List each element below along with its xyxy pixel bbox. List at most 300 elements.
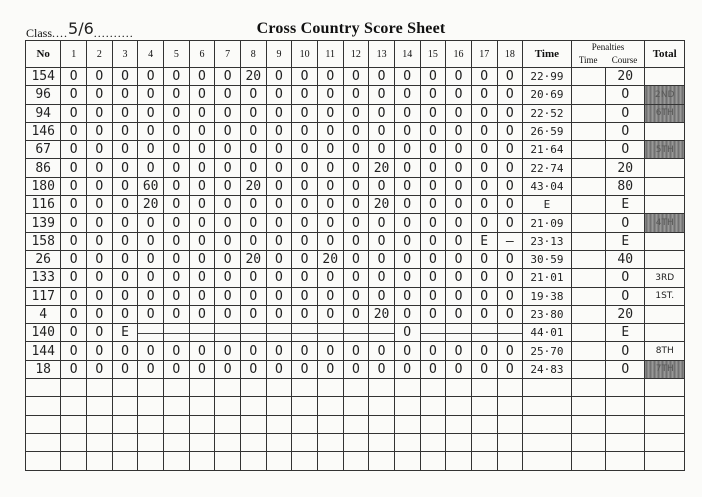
station-mark: O [189, 250, 215, 268]
station-mark: O [471, 177, 497, 195]
station-mark: O [497, 196, 523, 214]
station-mark: O [343, 250, 369, 268]
station-mark: O [112, 68, 138, 86]
station-mark: O [138, 269, 164, 287]
empty-cell [26, 379, 61, 397]
empty-cell [645, 379, 685, 397]
station-mark: O [266, 196, 292, 214]
station-mark: O [266, 232, 292, 250]
empty-cell [61, 433, 87, 451]
pen-course-label: Course [611, 55, 638, 65]
empty-cell [471, 379, 497, 397]
station-mark: O [343, 232, 369, 250]
col-station-header: 16 [446, 41, 472, 68]
empty-cell [571, 433, 605, 451]
empty-cell [446, 452, 472, 470]
penalty-time [571, 159, 605, 177]
empty-cell [394, 433, 420, 451]
col-station-header: 18 [497, 41, 523, 68]
empty-cell [26, 397, 61, 415]
empty-cell [369, 379, 395, 397]
col-station-header: 12 [343, 41, 369, 68]
empty-row [26, 415, 685, 433]
empty-cell [317, 415, 343, 433]
station-mark: O [240, 214, 266, 232]
station-mark: O [61, 287, 87, 305]
empty-cell [87, 379, 113, 397]
time-value: 23·13 [523, 232, 572, 250]
competitor-number: 18 [26, 360, 61, 378]
col-total-header: Total [645, 41, 685, 68]
station-mark: O [394, 269, 420, 287]
col-station-header: 1 [61, 41, 87, 68]
station-mark: O [317, 269, 343, 287]
penalty-time [571, 122, 605, 140]
station-mark: O [138, 122, 164, 140]
empty-cell [446, 415, 472, 433]
station-mark: O [240, 360, 266, 378]
station-mark: O [394, 177, 420, 195]
station-mark: O [215, 360, 241, 378]
station-mark: O [420, 141, 446, 159]
empty-cell [369, 452, 395, 470]
empty-cell [163, 452, 189, 470]
empty-cell [317, 452, 343, 470]
total-place: 5TH [645, 141, 685, 159]
station-mark: O [138, 214, 164, 232]
station-mark: O [394, 196, 420, 214]
total-place [645, 232, 685, 250]
station-mark: O [112, 287, 138, 305]
empty-cell [369, 397, 395, 415]
time-value: 22·74 [523, 159, 572, 177]
empty-cell [292, 397, 318, 415]
penalty-time [571, 305, 605, 323]
station-mark: O [497, 159, 523, 177]
station-mark [189, 324, 215, 342]
station-mark: O [420, 342, 446, 360]
station-mark: O [266, 250, 292, 268]
station-mark: O [87, 122, 113, 140]
station-mark: O [343, 342, 369, 360]
station-mark: O [497, 68, 523, 86]
station-mark: O [317, 360, 343, 378]
empty-cell [606, 433, 645, 451]
station-mark: O [266, 86, 292, 104]
class-label: Class [26, 26, 53, 40]
station-mark: O [215, 305, 241, 323]
station-mark: O [189, 122, 215, 140]
station-mark: O [394, 342, 420, 360]
empty-cell [112, 452, 138, 470]
empty-cell [606, 415, 645, 433]
empty-cell [138, 397, 164, 415]
empty-cell [138, 433, 164, 451]
col-station-header: 3 [112, 41, 138, 68]
station-mark: O [112, 122, 138, 140]
station-mark: O [394, 68, 420, 86]
empty-cell [189, 452, 215, 470]
competitor-number: 144 [26, 342, 61, 360]
time-value: 44·01 [523, 324, 572, 342]
station-mark: O [240, 287, 266, 305]
station-mark: O [292, 122, 318, 140]
competitor-number: 26 [26, 250, 61, 268]
station-mark: O [266, 177, 292, 195]
station-mark: O [240, 159, 266, 177]
total-place [645, 177, 685, 195]
station-mark: O [343, 86, 369, 104]
station-mark: O [240, 342, 266, 360]
empty-cell [523, 433, 572, 451]
station-mark: O [61, 141, 87, 159]
empty-cell [369, 415, 395, 433]
station-mark: O [163, 122, 189, 140]
station-mark: O [215, 342, 241, 360]
penalty-course: 20 [606, 68, 645, 86]
station-mark: O [138, 250, 164, 268]
station-mark [343, 324, 369, 342]
station-mark: O [343, 159, 369, 177]
col-station-header: 6 [189, 41, 215, 68]
competitor-number: 146 [26, 122, 61, 140]
station-mark: O [446, 177, 472, 195]
empty-cell [87, 452, 113, 470]
total-place: 7TH [645, 360, 685, 378]
empty-cell [138, 452, 164, 470]
empty-cell [317, 433, 343, 451]
empty-cell [26, 415, 61, 433]
empty-cell [26, 452, 61, 470]
col-station-header: 2 [87, 41, 113, 68]
station-mark: O [317, 232, 343, 250]
penalty-time [571, 250, 605, 268]
station-mark: O [394, 360, 420, 378]
station-mark: O [138, 342, 164, 360]
empty-cell [240, 452, 266, 470]
empty-cell [446, 397, 472, 415]
station-mark: O [112, 196, 138, 214]
competitor-number: 133 [26, 269, 61, 287]
time-value: 20·69 [523, 86, 572, 104]
station-mark: O [394, 86, 420, 104]
station-mark: 20 [369, 159, 395, 177]
station-mark: 20 [240, 250, 266, 268]
total-place: 4TH [645, 214, 685, 232]
empty-row [26, 379, 685, 397]
station-mark: O [112, 159, 138, 177]
penalty-time [571, 287, 605, 305]
station-mark [471, 324, 497, 342]
station-mark: O [497, 269, 523, 287]
station-mark: O [471, 68, 497, 86]
station-mark: O [189, 196, 215, 214]
col-station-header: 13 [369, 41, 395, 68]
station-mark: O [240, 141, 266, 159]
empty-row [26, 452, 685, 470]
station-mark: O [317, 305, 343, 323]
station-mark: O [87, 196, 113, 214]
time-value: 21·64 [523, 141, 572, 159]
penalty-time [571, 86, 605, 104]
station-mark: O [163, 68, 189, 86]
station-mark: O [266, 122, 292, 140]
station-mark: O [215, 287, 241, 305]
col-station-header: 4 [138, 41, 164, 68]
empty-cell [61, 452, 87, 470]
station-mark: O [471, 122, 497, 140]
total-place [645, 250, 685, 268]
station-mark: O [292, 360, 318, 378]
station-mark [420, 324, 446, 342]
station-mark: O [61, 250, 87, 268]
station-mark [215, 324, 241, 342]
station-mark: O [369, 232, 395, 250]
time-value: 24·83 [523, 360, 572, 378]
station-mark: O [420, 232, 446, 250]
station-mark: O [163, 159, 189, 177]
station-mark: O [240, 86, 266, 104]
station-mark: O [420, 250, 446, 268]
empty-cell [571, 415, 605, 433]
station-mark: O [215, 141, 241, 159]
station-mark [163, 324, 189, 342]
empty-cell [112, 433, 138, 451]
total-place: 3RD [645, 269, 685, 287]
total-place [645, 68, 685, 86]
empty-cell [163, 415, 189, 433]
station-mark: O [292, 269, 318, 287]
empty-cell [497, 379, 523, 397]
empty-cell [189, 397, 215, 415]
empty-cell [523, 397, 572, 415]
station-mark: O [215, 214, 241, 232]
station-mark: O [420, 86, 446, 104]
station-mark: O [215, 159, 241, 177]
time-value: 19·38 [523, 287, 572, 305]
empty-cell [215, 452, 241, 470]
penalty-course: 80 [606, 177, 645, 195]
station-mark: O [446, 232, 472, 250]
station-mark: O [446, 196, 472, 214]
station-mark: O [240, 232, 266, 250]
penalty-course: 20 [606, 159, 645, 177]
empty-cell [446, 379, 472, 397]
station-mark [266, 324, 292, 342]
station-mark: O [420, 269, 446, 287]
station-mark: O [266, 269, 292, 287]
station-mark: O [138, 159, 164, 177]
penalty-course: O [606, 342, 645, 360]
station-mark: O [163, 305, 189, 323]
penalty-course: O [606, 269, 645, 287]
empty-cell [215, 379, 241, 397]
station-mark: O [446, 159, 472, 177]
empty-cell [61, 379, 87, 397]
station-mark: O [112, 269, 138, 287]
station-mark: O [394, 141, 420, 159]
station-mark: O [112, 360, 138, 378]
station-mark: O [369, 141, 395, 159]
station-mark: O [343, 305, 369, 323]
empty-cell [497, 433, 523, 451]
station-mark: O [343, 68, 369, 86]
station-mark: O [87, 177, 113, 195]
station-mark: O [446, 342, 472, 360]
empty-cell [215, 433, 241, 451]
station-mark: O [215, 232, 241, 250]
station-mark: O [61, 324, 87, 342]
station-mark: O [497, 177, 523, 195]
empty-cell [369, 433, 395, 451]
competitor-number: 4 [26, 305, 61, 323]
station-mark: O [240, 305, 266, 323]
station-mark: O [61, 342, 87, 360]
station-mark: O [471, 342, 497, 360]
station-mark: O [497, 122, 523, 140]
col-no-header: No [26, 41, 61, 68]
empty-cell [26, 433, 61, 451]
time-value: 23·80 [523, 305, 572, 323]
time-value: 30·59 [523, 250, 572, 268]
station-mark: O [394, 104, 420, 122]
empty-cell [112, 415, 138, 433]
station-mark: O [317, 342, 343, 360]
station-mark: O [61, 104, 87, 122]
station-mark: O [292, 250, 318, 268]
station-mark: O [497, 214, 523, 232]
station-mark: O [163, 287, 189, 305]
station-mark: O [266, 360, 292, 378]
station-mark: O [87, 159, 113, 177]
penalty-time [571, 177, 605, 195]
penalty-time [571, 214, 605, 232]
empty-cell [215, 415, 241, 433]
station-mark: O [497, 86, 523, 104]
station-mark: O [420, 196, 446, 214]
station-mark: O [317, 214, 343, 232]
station-mark: O [471, 214, 497, 232]
station-mark: O [61, 269, 87, 287]
station-mark: O [420, 360, 446, 378]
station-mark: O [163, 104, 189, 122]
empty-row [26, 397, 685, 415]
empty-cell [645, 433, 685, 451]
station-mark: O [446, 214, 472, 232]
station-mark: O [446, 86, 472, 104]
competitor-number: 140 [26, 324, 61, 342]
station-mark: O [394, 232, 420, 250]
time-value: 25·70 [523, 342, 572, 360]
table-row [26, 86, 685, 104]
table-row [26, 232, 685, 250]
competitor-number: 94 [26, 104, 61, 122]
station-mark: O [61, 159, 87, 177]
table-row [26, 287, 685, 305]
station-mark: 20 [240, 177, 266, 195]
station-mark: O [369, 104, 395, 122]
station-mark: O [292, 232, 318, 250]
station-mark: O [471, 141, 497, 159]
station-mark: O [138, 104, 164, 122]
class-value: 5/6 [68, 19, 94, 38]
empty-cell [343, 452, 369, 470]
empty-cell [189, 379, 215, 397]
station-mark: O [471, 287, 497, 305]
penalty-time [571, 360, 605, 378]
station-mark: O [446, 305, 472, 323]
station-mark: O [317, 122, 343, 140]
station-mark: O [87, 305, 113, 323]
empty-cell [266, 433, 292, 451]
empty-row [26, 433, 685, 451]
total-place: 8TH [645, 342, 685, 360]
station-mark: O [163, 342, 189, 360]
table-row [26, 269, 685, 287]
time-value: 22·99 [523, 68, 572, 86]
station-mark: O [163, 196, 189, 214]
station-mark: O [138, 232, 164, 250]
station-mark: O [215, 177, 241, 195]
time-value: 21·01 [523, 269, 572, 287]
competitor-number: 86 [26, 159, 61, 177]
empty-cell [292, 433, 318, 451]
station-mark: O [163, 86, 189, 104]
station-mark: O [420, 305, 446, 323]
station-mark: O [138, 360, 164, 378]
station-mark: O [266, 159, 292, 177]
station-mark: O [420, 104, 446, 122]
empty-cell [317, 379, 343, 397]
station-mark: O [240, 122, 266, 140]
col-station-header: 10 [292, 41, 318, 68]
station-mark: O [112, 232, 138, 250]
station-mark: O [87, 68, 113, 86]
penalty-course: 20 [606, 305, 645, 323]
station-mark: O [112, 104, 138, 122]
table-row [26, 196, 685, 214]
header-row [26, 41, 685, 68]
station-mark: O [112, 305, 138, 323]
penalty-course: O [606, 360, 645, 378]
station-mark: O [343, 269, 369, 287]
station-mark: O [266, 68, 292, 86]
station-mark: O [471, 305, 497, 323]
station-mark: O [394, 287, 420, 305]
station-mark: O [87, 104, 113, 122]
penalty-time [571, 68, 605, 86]
empty-cell [571, 452, 605, 470]
empty-cell [571, 397, 605, 415]
penalty-time [571, 141, 605, 159]
station-mark: O [420, 214, 446, 232]
col-station-header: 7 [215, 41, 241, 68]
empty-cell [471, 415, 497, 433]
station-mark: O [240, 104, 266, 122]
station-mark: O [189, 305, 215, 323]
station-mark: O [87, 287, 113, 305]
station-mark: O [189, 68, 215, 86]
total-place [645, 159, 685, 177]
station-mark: O [446, 122, 472, 140]
score-table [25, 40, 685, 471]
station-mark: O [189, 177, 215, 195]
station-mark: — [497, 232, 523, 250]
empty-cell [215, 397, 241, 415]
col-penalties-header [571, 41, 645, 68]
station-mark: 20 [369, 196, 395, 214]
empty-cell [394, 397, 420, 415]
